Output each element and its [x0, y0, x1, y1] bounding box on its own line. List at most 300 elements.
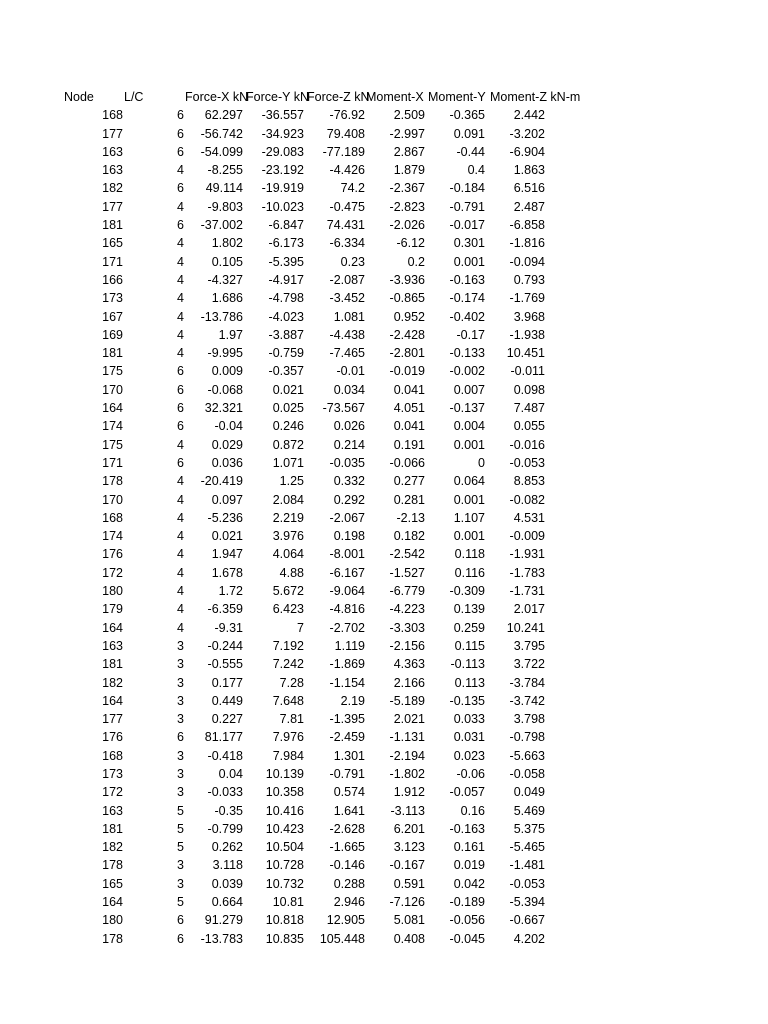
cell-force-y: 10.732: [265, 876, 304, 891]
cell-force-x: -8.255: [207, 163, 243, 178]
cell-force-y: 10.504: [265, 840, 304, 855]
cell-moment-y: -0.791: [449, 199, 485, 214]
table-row: [0, 161, 768, 179]
cell-force-y: 0.872: [272, 437, 304, 452]
cell-lc: 3: [177, 766, 184, 781]
cell-lc: 4: [177, 327, 184, 342]
cell-force-x: -0.033: [207, 785, 243, 800]
cell-moment-x: 2.021: [393, 712, 425, 727]
cell-moment-x: 0.2: [407, 254, 425, 269]
cell-moment-z: 2.487: [513, 199, 545, 214]
cell-moment-z: 0.098: [513, 382, 545, 397]
cell-node: 163: [102, 144, 123, 159]
cell-force-x: 62.297: [204, 108, 243, 123]
cell-lc: 4: [177, 510, 184, 525]
cell-force-x: -9.803: [207, 199, 243, 214]
cell-force-y: -23.192: [261, 163, 304, 178]
cell-moment-z: -3.742: [509, 693, 545, 708]
table-row: [0, 454, 768, 472]
cell-moment-z: -0.667: [509, 913, 545, 928]
cell-moment-x: -2.194: [389, 748, 425, 763]
cell-moment-z: 3.722: [513, 657, 545, 672]
cell-moment-y: -0.17: [456, 327, 485, 342]
cell-force-y: -36.557: [261, 108, 304, 123]
cell-force-x: 0.262: [211, 840, 243, 855]
table-row: [0, 674, 768, 692]
cell-node: 174: [102, 419, 123, 434]
cell-force-y: 2.084: [272, 492, 304, 507]
cell-force-z: -4.816: [329, 602, 365, 617]
cell-moment-x: -0.865: [389, 291, 425, 306]
cell-node: 181: [102, 821, 123, 836]
table-row: [0, 564, 768, 582]
cell-moment-z: -5.394: [509, 895, 545, 910]
table-row: [0, 527, 768, 545]
cell-force-z: 0.288: [333, 876, 365, 891]
cell-force-x: -13.783: [200, 931, 243, 946]
header-moment-z: Moment-Z kN-m: [490, 90, 581, 104]
cell-moment-z: 6.516: [513, 181, 545, 196]
cell-force-x: 0.021: [211, 529, 243, 544]
table-row: [0, 911, 768, 929]
cell-node: 164: [102, 620, 123, 635]
cell-force-z: -0.475: [329, 199, 365, 214]
cell-moment-y: 0.16: [460, 803, 485, 818]
cell-moment-x: 0.591: [393, 876, 425, 891]
cell-node: 178: [102, 931, 123, 946]
cell-force-z: -1.869: [329, 657, 365, 672]
cell-force-y: -0.357: [268, 364, 304, 379]
cell-lc: 6: [177, 730, 184, 745]
cell-force-z: -2.459: [329, 730, 365, 745]
cell-force-x: 91.279: [204, 913, 243, 928]
cell-moment-y: 0.019: [453, 858, 485, 873]
cell-force-y: -4.917: [268, 272, 304, 287]
cell-force-z: -0.01: [336, 364, 365, 379]
cell-lc: 6: [177, 364, 184, 379]
cell-moment-x: -1.802: [389, 766, 425, 781]
cell-force-y: 6.423: [272, 602, 304, 617]
cell-lc: 3: [177, 748, 184, 763]
table-row: [0, 491, 768, 509]
cell-force-y: -10.023: [261, 199, 304, 214]
cell-force-z: -4.426: [329, 163, 365, 178]
table-row: [0, 509, 768, 527]
cell-force-y: 10.416: [265, 803, 304, 818]
table-row: [0, 143, 768, 161]
cell-force-y: -3.887: [268, 327, 304, 342]
table-row: [0, 875, 768, 893]
table-row: [0, 600, 768, 618]
table-row: [0, 545, 768, 563]
cell-lc: 4: [177, 492, 184, 507]
cell-force-x: 0.039: [211, 876, 243, 891]
cell-moment-y: -0.135: [449, 693, 485, 708]
cell-lc: 6: [177, 382, 184, 397]
cell-moment-y: -0.365: [449, 108, 485, 123]
cell-node: 172: [102, 785, 123, 800]
cell-node: 169: [102, 327, 123, 342]
cell-lc: 4: [177, 163, 184, 178]
cell-moment-y: 0.301: [453, 236, 485, 251]
cell-lc: 4: [177, 236, 184, 251]
table-row: [0, 436, 768, 454]
cell-force-y: 10.139: [265, 766, 304, 781]
cell-moment-y: -0.113: [450, 657, 485, 672]
cell-node: 175: [102, 437, 123, 452]
cell-node: 165: [102, 236, 123, 251]
cell-moment-y: 0: [478, 455, 485, 470]
cell-moment-y: 0.116: [454, 565, 485, 580]
cell-moment-y: -0.06: [456, 766, 485, 781]
table-row: [0, 216, 768, 234]
cell-moment-x: -2.13: [396, 510, 425, 525]
cell-moment-x: -2.367: [389, 181, 425, 196]
cell-moment-x: 4.363: [393, 657, 425, 672]
cell-force-z: 2.946: [333, 895, 365, 910]
cell-node: 177: [102, 199, 123, 214]
cell-moment-x: 4.051: [393, 401, 425, 416]
cell-force-z: 0.574: [333, 785, 365, 800]
cell-moment-y: -0.309: [449, 584, 485, 599]
cell-force-y: 7: [297, 620, 304, 635]
cell-moment-y: 0.033: [453, 712, 485, 727]
cell-force-y: 1.071: [272, 455, 304, 470]
table-row: [0, 179, 768, 197]
table-body: [0, 106, 768, 948]
table-row: [0, 399, 768, 417]
cell-moment-y: 0.064: [453, 474, 485, 489]
table-row: [0, 692, 768, 710]
cell-moment-x: 3.123: [393, 840, 425, 855]
cell-moment-x: 0.191: [393, 437, 425, 452]
cell-node: 173: [102, 291, 123, 306]
cell-force-x: 0.029: [211, 437, 243, 452]
cell-force-z: 1.301: [333, 748, 365, 763]
cell-force-z: 1.119: [334, 638, 365, 653]
cell-force-x: -20.419: [200, 474, 243, 489]
cell-moment-x: 6.201: [393, 821, 425, 836]
cell-force-x: 32.321: [204, 401, 243, 416]
cell-node: 174: [102, 529, 123, 544]
header-moment-x: Moment-X: [366, 90, 424, 104]
cell-moment-x: -5.189: [389, 693, 425, 708]
cell-force-z: -4.438: [329, 327, 365, 342]
cell-moment-z: -3.202: [509, 126, 545, 141]
cell-node: 164: [102, 693, 123, 708]
cell-force-y: 1.25: [279, 474, 304, 489]
cell-moment-z: 0.055: [513, 419, 545, 434]
cell-lc: 4: [177, 254, 184, 269]
table-row: [0, 637, 768, 655]
cell-lc: 4: [177, 474, 184, 489]
cell-moment-x: 0.277: [393, 474, 425, 489]
cell-moment-y: -0.137: [449, 401, 485, 416]
cell-moment-z: -0.053: [509, 455, 545, 470]
cell-moment-x: -7.126: [389, 895, 425, 910]
cell-node: 182: [102, 181, 123, 196]
cell-force-x: 0.036: [211, 455, 243, 470]
header-lc: L/C: [124, 90, 144, 104]
cell-node: 168: [102, 748, 123, 763]
cell-lc: 6: [177, 144, 184, 159]
cell-force-z: -1.395: [329, 712, 365, 727]
cell-force-x: -13.786: [200, 309, 243, 324]
table-row: [0, 838, 768, 856]
cell-force-z: -8.001: [329, 547, 365, 562]
cell-lc: 4: [177, 437, 184, 452]
cell-moment-z: -0.011: [510, 364, 545, 379]
cell-node: 175: [102, 364, 123, 379]
cell-moment-x: -4.223: [389, 602, 425, 617]
table-row: [0, 619, 768, 637]
cell-force-x: 1.947: [211, 547, 243, 562]
cell-moment-x: -2.026: [389, 218, 425, 233]
cell-moment-y: 0.091: [453, 126, 485, 141]
cell-moment-y: 0.001: [453, 529, 485, 544]
cell-force-z: -2.087: [329, 272, 365, 287]
cell-force-y: 10.358: [265, 785, 304, 800]
cell-force-y: -6.173: [268, 236, 304, 251]
cell-moment-z: -0.082: [509, 492, 545, 507]
cell-force-z: 0.034: [333, 382, 365, 397]
cell-force-y: 10.728: [265, 858, 304, 873]
cell-force-y: 10.423: [265, 821, 304, 836]
header-force-x: Force-X kN: [185, 90, 249, 104]
cell-moment-z: -1.731: [509, 584, 545, 599]
table-row: [0, 106, 768, 124]
cell-force-z: 79.408: [326, 126, 365, 141]
cell-moment-y: 0.001: [453, 492, 485, 507]
cell-moment-z: -5.663: [509, 748, 545, 763]
table-row: [0, 381, 768, 399]
cell-lc: 6: [177, 181, 184, 196]
cell-node: 163: [102, 803, 123, 818]
cell-moment-x: -0.167: [389, 858, 425, 873]
cell-lc: 6: [177, 419, 184, 434]
table-row: [0, 856, 768, 874]
cell-force-z: 2.19: [340, 693, 365, 708]
cell-moment-z: -0.094: [509, 254, 545, 269]
cell-force-z: 0.23: [340, 254, 365, 269]
cell-moment-x: -2.542: [389, 547, 425, 562]
cell-node: 166: [102, 272, 123, 287]
cell-force-z: -0.791: [329, 766, 365, 781]
cell-moment-z: 0.049: [513, 785, 545, 800]
cell-force-x: 0.449: [211, 693, 243, 708]
cell-moment-x: 0.408: [393, 931, 425, 946]
cell-moment-x: -3.303: [389, 620, 425, 635]
cell-moment-z: 2.017: [513, 602, 545, 617]
cell-force-x: 49.114: [205, 181, 243, 196]
cell-moment-z: 5.469: [513, 803, 545, 818]
cell-force-x: -0.244: [207, 638, 243, 653]
cell-moment-y: -0.133: [449, 346, 485, 361]
cell-moment-y: -0.44: [456, 144, 485, 159]
cell-moment-y: -0.057: [449, 785, 485, 800]
cell-force-x: -0.555: [207, 657, 243, 672]
cell-lc: 3: [177, 638, 184, 653]
cell-force-x: -9.995: [207, 346, 243, 361]
cell-moment-y: 0.4: [467, 163, 485, 178]
header-force-z: Force-Z kN: [307, 90, 370, 104]
cell-node: 164: [102, 401, 123, 416]
cell-node: 170: [102, 382, 123, 397]
cell-moment-x: 0.182: [393, 529, 425, 544]
cell-moment-y: -0.002: [449, 364, 485, 379]
cell-force-x: -6.359: [207, 602, 243, 617]
cell-force-z: -7.465: [329, 346, 365, 361]
cell-lc: 5: [177, 840, 184, 855]
cell-moment-y: 0.042: [453, 876, 485, 891]
cell-moment-y: 0.001: [453, 437, 485, 452]
cell-node: 180: [102, 584, 123, 599]
cell-node: 173: [102, 766, 123, 781]
spreadsheet: [0, 88, 768, 948]
cell-lc: 6: [177, 455, 184, 470]
cell-moment-z: 4.202: [513, 931, 545, 946]
cell-moment-x: 1.879: [393, 163, 425, 178]
cell-force-x: 0.177: [211, 675, 243, 690]
cell-force-y: -6.847: [268, 218, 304, 233]
table-row: [0, 710, 768, 728]
cell-moment-y: -0.184: [449, 181, 485, 196]
table-row: [0, 747, 768, 765]
cell-moment-y: 0.001: [453, 254, 485, 269]
cell-force-y: 7.984: [272, 748, 304, 763]
cell-force-y: -19.919: [261, 181, 304, 196]
cell-force-y: -0.759: [268, 346, 304, 361]
cell-moment-z: -1.769: [509, 291, 545, 306]
cell-force-y: 7.28: [279, 675, 304, 690]
cell-force-y: 5.672: [272, 584, 304, 599]
cell-lc: 5: [177, 895, 184, 910]
cell-lc: 6: [177, 218, 184, 233]
cell-force-z: -77.189: [322, 144, 365, 159]
cell-moment-y: 0.113: [454, 675, 485, 690]
table-row: [0, 582, 768, 600]
cell-node: 176: [102, 547, 123, 562]
cell-lc: 5: [177, 803, 184, 818]
table-row: [0, 820, 768, 838]
cell-force-x: -9.31: [214, 620, 243, 635]
cell-lc: 4: [177, 272, 184, 287]
cell-force-y: -29.083: [261, 144, 304, 159]
cell-node: 165: [102, 876, 123, 891]
cell-force-z: -1.154: [329, 675, 365, 690]
cell-moment-x: 0.952: [393, 309, 425, 324]
cell-moment-x: 0.041: [393, 382, 425, 397]
cell-force-x: 1.686: [211, 291, 243, 306]
cell-moment-z: -6.904: [509, 144, 545, 159]
cell-force-x: 0.097: [211, 492, 243, 507]
cell-moment-z: -0.798: [509, 730, 545, 745]
cell-moment-y: 0.259: [453, 620, 485, 635]
cell-lc: 6: [177, 913, 184, 928]
cell-force-y: -5.395: [268, 254, 304, 269]
cell-force-y: 0.021: [272, 382, 304, 397]
cell-force-y: 7.976: [272, 730, 304, 745]
cell-node: 181: [102, 657, 123, 672]
cell-moment-y: 1.107: [453, 510, 485, 525]
table-row: [0, 765, 768, 783]
header-row: [0, 88, 768, 106]
cell-lc: 3: [177, 785, 184, 800]
cell-force-y: 10.818: [265, 913, 304, 928]
cell-force-y: 0.246: [272, 419, 304, 434]
cell-moment-y: 0.007: [453, 382, 485, 397]
table-row: [0, 326, 768, 344]
cell-lc: 3: [177, 675, 184, 690]
cell-moment-y: 0.161: [453, 840, 485, 855]
cell-moment-x: -1.131: [389, 730, 425, 745]
cell-moment-x: -6.779: [389, 584, 425, 599]
cell-force-y: 7.242: [272, 657, 304, 672]
cell-moment-x: -0.019: [389, 364, 425, 379]
table-row: [0, 253, 768, 271]
cell-force-y: -4.798: [268, 291, 304, 306]
cell-moment-z: -0.016: [509, 437, 545, 452]
table-row: [0, 655, 768, 673]
cell-force-z: -1.665: [329, 840, 365, 855]
table-row: [0, 930, 768, 948]
cell-moment-y: 0.139: [453, 602, 485, 617]
table-row: [0, 417, 768, 435]
cell-force-x: -37.002: [200, 218, 243, 233]
cell-moment-z: 7.487: [513, 401, 545, 416]
cell-moment-z: -1.481: [509, 858, 545, 873]
cell-node: 171: [102, 254, 123, 269]
table-row: [0, 308, 768, 326]
cell-lc: 5: [177, 821, 184, 836]
header-node: Node: [64, 90, 94, 104]
cell-force-x: 81.177: [204, 730, 243, 745]
cell-moment-y: -0.045: [449, 931, 485, 946]
cell-force-x: 1.678: [211, 565, 243, 580]
cell-force-y: 7.192: [272, 638, 304, 653]
cell-force-z: -76.92: [329, 108, 365, 123]
table-row: [0, 362, 768, 380]
cell-force-x: -56.742: [200, 126, 243, 141]
cell-node: 179: [102, 602, 123, 617]
cell-node: 168: [102, 510, 123, 525]
cell-node: 182: [102, 675, 123, 690]
cell-moment-y: -0.189: [449, 895, 485, 910]
cell-moment-y: 0.004: [453, 419, 485, 434]
cell-moment-z: -1.931: [509, 547, 545, 562]
cell-force-x: -0.35: [214, 803, 243, 818]
cell-force-y: 0.025: [272, 401, 304, 416]
cell-moment-x: -1.527: [389, 565, 425, 580]
cell-node: 180: [102, 913, 123, 928]
cell-moment-z: 1.863: [513, 163, 545, 178]
cell-force-x: -5.236: [207, 510, 243, 525]
cell-node: 164: [102, 895, 123, 910]
table-row: [0, 125, 768, 143]
header-moment-y: Moment-Y: [428, 90, 486, 104]
cell-moment-z: -6.858: [509, 218, 545, 233]
cell-node: 177: [102, 126, 123, 141]
cell-moment-y: -0.163: [449, 821, 485, 836]
cell-node: 181: [102, 346, 123, 361]
cell-lc: 3: [177, 693, 184, 708]
cell-node: 171: [102, 455, 123, 470]
cell-force-z: 0.292: [333, 492, 365, 507]
cell-moment-z: -0.053: [509, 876, 545, 891]
cell-moment-x: 0.041: [393, 419, 425, 434]
table-row: [0, 271, 768, 289]
cell-node: 182: [102, 840, 123, 855]
